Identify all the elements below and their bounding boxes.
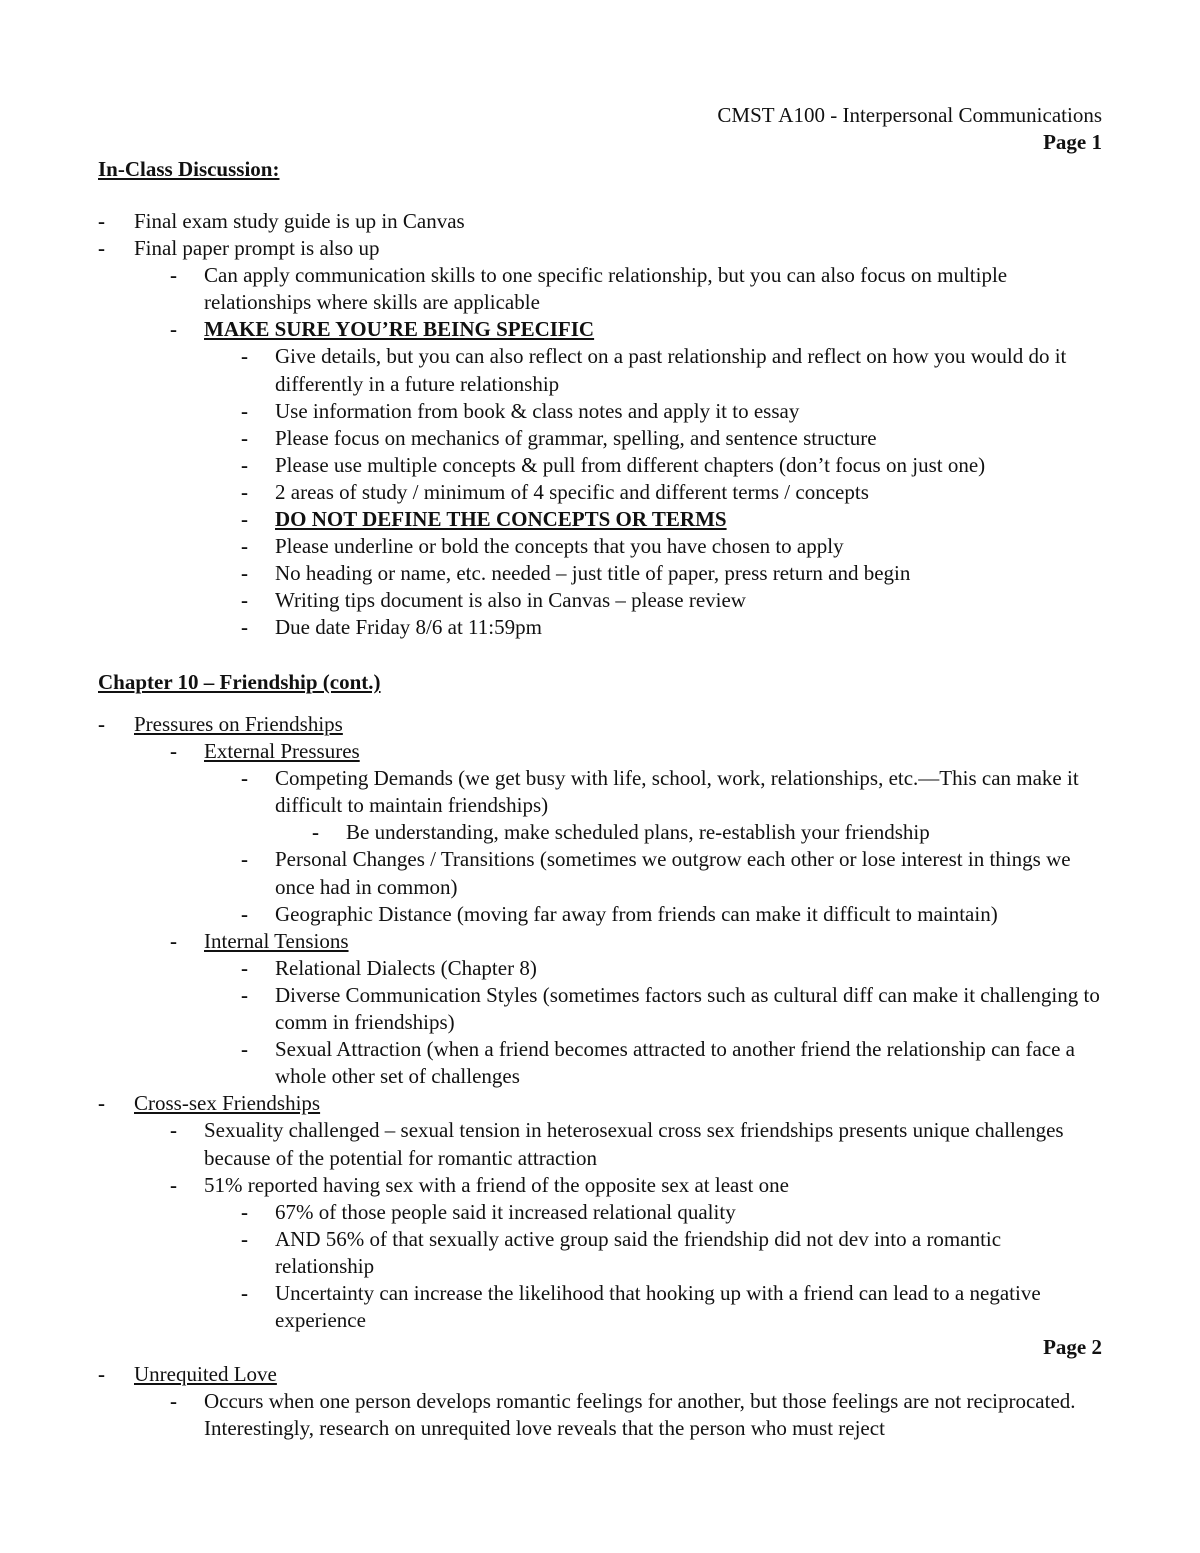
bullet-dash: - [241,425,248,450]
page-2-list [0,1361,1200,1442]
list-item [0,1117,1200,1171]
list-item-text: Please underline or bold the concepts that you have chosen to apply [275,534,844,559]
list-item [0,614,1200,641]
list-item [0,711,1200,738]
list-item [0,928,1200,955]
bullet-dash: - [241,847,248,872]
list-item [0,846,1200,900]
course-title: CMST A100 - Interpersonal Communications [717,103,1102,127]
bullet-dash: - [241,452,248,477]
list-item [0,587,1200,614]
list-item [0,1226,1200,1280]
list-item-text: Please focus on mechanics of grammar, spelling, and sentence structure [275,425,877,450]
list-item-topic: External Pressures [204,739,360,764]
list-item [0,1036,1200,1090]
bullet-dash: - [241,1226,248,1251]
list-item [0,1199,1200,1226]
list-item [0,955,1200,982]
page-number-2: Page 2 [1043,1335,1102,1359]
list-item [0,479,1200,506]
list-item [0,343,1200,397]
list-item-text: 2 areas of study / minimum of 4 specific and different terms / concepts [275,479,869,504]
list-item-text: Relational Dialects (Chapter 8) [275,955,537,980]
list-item-text: Final exam study guide is up in Canvas [134,209,465,233]
list-item-text: 51% reported having sex with a friend of the opposite sex at least one [204,1172,789,1197]
list-item-text: Can apply communication skills to one specific relationship, but you can also focus on multiple relationships where skills are applicable [204,263,1008,315]
bullet-dash: - [241,1199,248,1224]
bullet-dash: - [170,263,177,288]
list-item [0,765,1200,819]
list-item [0,425,1200,452]
bullet-dash: - [170,1389,177,1414]
list-item [0,452,1200,479]
list-item-text: Personal Changes / Transitions (sometimes we outgrow each other or lose interest in things we once had in common) [275,847,1071,899]
list-item [0,901,1200,928]
bullet-dash: - [241,766,248,791]
list-item-text: Give details, but you can also reflect on a past relationship and reflect on how you would do it differently in a future relationship [275,344,1067,396]
bullet-dash: - [170,1118,177,1143]
bullet-dash: - [170,928,177,953]
list-item-text-emphasis: DO NOT DEFINE THE CONCEPTS OR TERMS [275,507,727,532]
list-item [0,1280,1200,1334]
list-item [0,506,1200,533]
list-item [0,1090,1200,1117]
page-number-1: Page 1 [1043,130,1102,154]
bullet-dash: - [241,479,248,504]
bullet-dash: - [241,534,248,559]
list-item-text: AND 56% of that sexually active group said the friendship did not dev into a romantic relationship [275,1226,1002,1278]
list-item-text: Diverse Communication Styles (sometimes factors such as cultural diff can make it challenging to comm in friendships) [275,982,1100,1035]
section-heading-in-class-discussion: In-Class Discussion: [98,157,280,181]
in-class-discussion-list [0,208,1200,642]
list-item [0,819,1200,846]
list-item-text: Writing tips document is also in Canvas – please review [275,588,746,613]
list-item-topic: Unrequited Love [134,1362,277,1386]
list-item [0,560,1200,587]
list-item-text: Final paper prompt is also up [134,236,380,261]
list-item-topic: Internal Tensions [204,928,349,953]
bullet-dash: - [98,1091,105,1116]
list-item-text: Occurs when one person develops romantic feelings for another, but those feelings are not reciprocated. Interestingly, research on unrequited love reveals that the person who must reject [204,1389,1076,1441]
list-item-text: Please use multiple concepts & pull from different chapters (don’t focus on just one) [275,452,986,477]
bullet-dash: - [241,588,248,613]
list-item [0,398,1200,425]
bullet-dash: - [241,561,248,586]
list-item-text: Geographic Distance (moving far away from friends can make it difficult to maintain) [275,901,998,926]
list-item [0,1172,1200,1199]
bullet-dash: - [98,712,105,736]
list-item-text: No heading or name, etc. needed – just title of paper, press return and begin [275,561,911,586]
bullet-dash: - [312,820,319,845]
list-item [0,235,1200,262]
bullet-dash: - [241,982,248,1007]
list-item-text: Sexual Attraction (when a friend becomes attracted to another friend the relationship can face a whole other set of challenges [275,1037,1075,1089]
bullet-dash: - [241,344,248,369]
list-item-text: Competing Demands (we get busy with life, school, work, relationships, etc.—This can make it difficult to maintain friendships) [275,766,1079,818]
list-item-text: Sexuality challenged – sexual tension in heterosexual cross sex friendships presents unique challenges because of the potential for romantic attraction [204,1118,1064,1170]
list-item-text: Uncertainty can increase the likelihood that hooking up with a friend can lead to a negative experience [275,1280,1041,1333]
bullet-dash: - [98,209,105,233]
list-item-topic: Cross-sex Friendships [134,1091,321,1116]
bullet-dash: - [170,1172,177,1197]
bullet-dash: - [170,739,177,764]
list-item-text: Use information from book & class notes and apply it to essay [275,398,800,423]
list-item-text: 67% of those people said it increased relational quality [275,1199,736,1224]
list-item-text: Be understanding, make scheduled plans, re-establish your friendship [346,820,930,845]
list-item [0,208,1200,235]
bullet-dash: - [241,955,248,980]
list-item [0,262,1200,316]
bullet-dash: - [241,615,248,640]
list-item-text-emphasis: MAKE SURE YOU’RE BEING SPECIFIC [204,317,595,342]
bullet-dash: - [241,901,248,926]
chapter-10-list [0,711,1200,1334]
bullet-dash: - [241,507,248,532]
list-item [0,982,1200,1036]
bullet-dash: - [98,1362,105,1386]
bullet-dash: - [98,236,105,261]
list-item [0,738,1200,765]
bullet-dash: - [170,317,177,342]
list-item-text: Due date Friday 8/6 at 11:59pm [275,615,542,640]
bullet-dash: - [241,1280,248,1305]
list-item-topic: Pressures on Friendships [134,712,343,736]
list-item [0,533,1200,560]
section-heading-chapter-10: Chapter 10 – Friendship (cont.) [98,670,381,694]
bullet-dash: - [241,398,248,423]
list-item [0,1388,1200,1442]
list-item [0,1361,1200,1388]
list-item [0,316,1200,343]
bullet-dash: - [241,1037,248,1062]
